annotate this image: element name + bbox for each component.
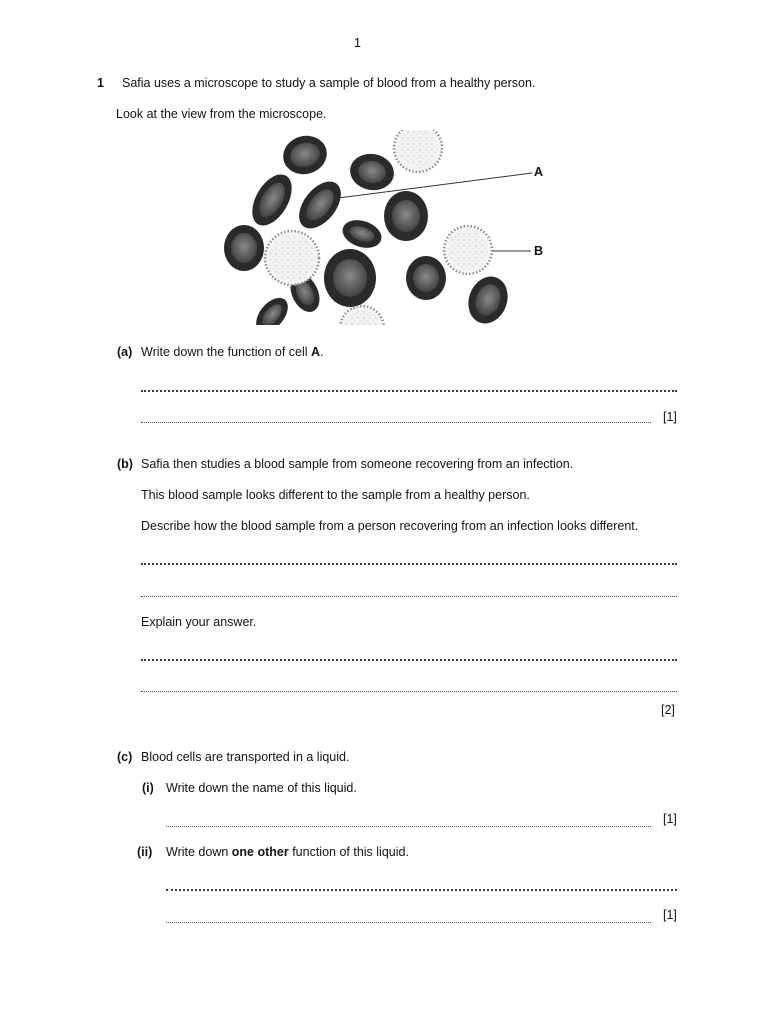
part-a-question [141,345,324,360]
part-b-answer-line-4 [141,691,677,692]
figure-label-b: B [534,244,544,258]
part-b-marks: [2] [661,703,675,717]
part-a-label: (a) [117,345,133,359]
red-blood-cell [291,174,349,236]
part-b-answer-line-2 [141,596,677,597]
part-b-label: (b) [117,457,133,471]
part-a-marks: [1] [663,410,677,424]
red-blood-cell [250,292,294,325]
microscope-view-figure [215,130,555,325]
part-c-i-answer-line [166,826,651,827]
part-c-ii-text: Write down [166,845,232,859]
white-blood-cell [444,226,492,274]
question-number: 1 [97,76,104,90]
white-blood-cell [394,130,442,172]
part-c-i-text: Write down the name of this liquid. [166,781,357,795]
blood-cells-illustration [215,130,555,325]
rbc-core [333,259,367,297]
part-c-ii-text-bold: one other [231,845,289,859]
part-a-answer-line-2 [141,422,651,423]
part-a-answer-line-1 [141,390,677,392]
part-c-i-marks: [1] [663,812,677,826]
wbc-cytoplasm [448,230,488,270]
part-b-answer-line-3 [141,659,677,661]
page-number: 1 [354,36,361,50]
red-blood-cell [406,256,446,300]
rbc-core [413,264,439,292]
figure-label-a: A [534,165,544,179]
red-blood-cell [244,168,300,232]
rbc-core [392,200,420,232]
red-blood-cell [462,271,514,325]
part-a-text-end: . [320,345,324,359]
red-blood-cell [224,225,264,271]
part-c-ii-marks: [1] [663,908,677,922]
part-c-ii-text-end: function of this liquid. [288,845,409,859]
rbc-core [231,233,257,263]
white-blood-cell [340,306,384,325]
part-b-answer-line-1 [141,563,677,565]
part-c-ii-question [166,845,409,860]
part-c-i-label: (i) [142,781,154,795]
part-c-label: (c) [117,750,133,764]
white-blood-cell [265,231,319,285]
part-c-stem: Blood cells are transported in a liquid. [141,750,350,764]
part-b-line-1: Safia then studies a blood sample from someone recovering from an infection. [141,457,574,471]
part-c-ii-answer-line-1 [166,889,677,891]
question-stem: Safia uses a microscope to study a sample of blood from a healthy person. [122,76,536,90]
red-blood-cell [384,191,428,241]
part-a-text: Write down the function of cell [141,345,311,359]
part-a-text-bold: A [311,345,321,359]
red-blood-cell [339,215,385,252]
part-b-line-3: Describe how the blood sample from a person recovering from an infection looks different. [141,519,639,533]
part-b-line-2: This blood sample looks different to the sample from a healthy person. [141,488,530,502]
part-c-ii-answer-line-2 [166,922,651,923]
question-instruction: Look at the view from the microscope. [116,107,327,121]
red-blood-cell [279,131,331,179]
part-b-explain: Explain your answer. [141,615,257,629]
wbc-cytoplasm [269,235,315,281]
red-blood-cell [324,249,376,307]
part-c-ii-label: (ii) [137,845,153,859]
red-blood-cell [347,150,397,193]
